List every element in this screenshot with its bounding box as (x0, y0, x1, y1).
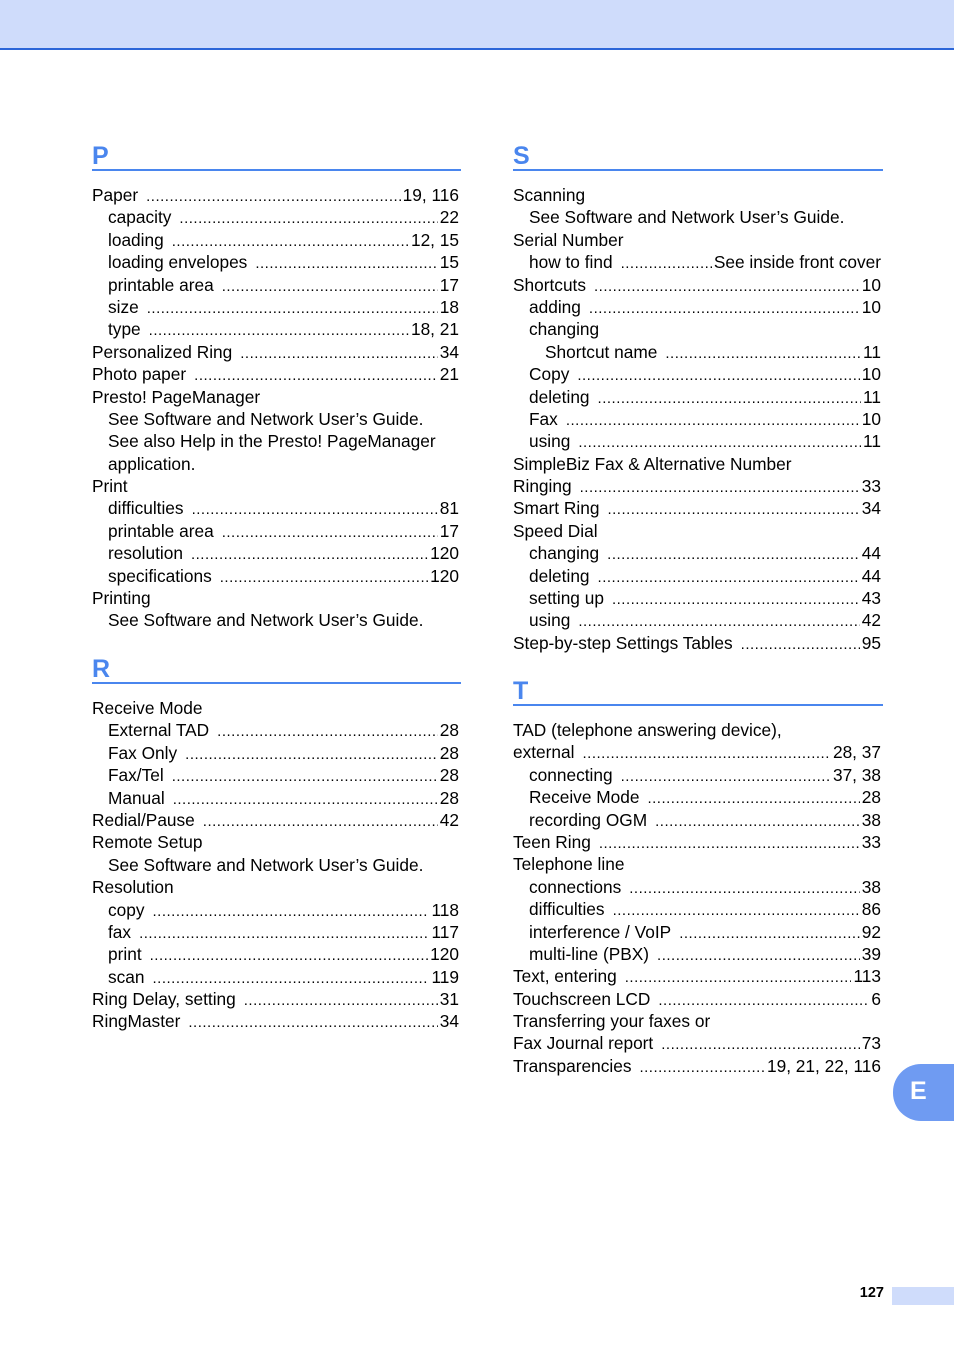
entry-term: Smart Ring (513, 498, 600, 519)
leader-dots (658, 990, 869, 1012)
entry-term: Receive Mode (92, 698, 203, 718)
index-entry (513, 341, 883, 363)
entry-pages: 73 (861, 1033, 881, 1054)
entry-term: Redial/Pause (92, 809, 195, 830)
leader-dots (607, 544, 860, 566)
index-entry (92, 719, 461, 741)
leader-dots (577, 365, 859, 387)
index-entry (513, 296, 883, 318)
leader-dots (240, 343, 438, 365)
entry-pages: 118 (431, 899, 459, 920)
entry-pages: 117 (431, 921, 459, 942)
index-entry (513, 943, 883, 965)
index-entry (92, 742, 461, 764)
entry-term: Serial Number (513, 229, 624, 250)
index-section-t (513, 676, 883, 1077)
entry-term: using (529, 431, 571, 452)
index-entry (513, 475, 883, 497)
entry-pages: 21 (439, 364, 459, 385)
leader-dots (191, 544, 428, 566)
index-entry (92, 966, 461, 988)
index-entry (92, 453, 461, 475)
entry-term: printable area (108, 274, 214, 295)
entry-term: Fax Only (108, 742, 178, 763)
entry-term: Shortcuts (513, 274, 586, 295)
index-entry (513, 764, 883, 786)
entry-term: connections (529, 876, 622, 897)
index-entry (513, 251, 883, 273)
index-entry (92, 542, 461, 564)
entry-term: printable area (108, 520, 214, 541)
index-entry (513, 1032, 883, 1054)
entry-pages: 11 (863, 386, 881, 407)
entry-pages: 33 (861, 476, 881, 497)
index-entry (513, 898, 883, 920)
entry-term: Personalized Ring (92, 341, 233, 362)
index-entry (92, 430, 461, 452)
entry-pages: 28 (439, 742, 459, 763)
entry-term: multi-line (PBX) (529, 943, 650, 964)
leader-dots (172, 231, 409, 253)
entry-pages: 44 (861, 543, 881, 564)
leader-dots (679, 923, 860, 945)
entry-term: fax (108, 921, 132, 942)
leader-dots (589, 298, 860, 320)
leader-dots (598, 567, 860, 589)
entry-term: Copy (529, 364, 570, 385)
entry-pages: 120 (430, 565, 459, 586)
leader-dots (188, 1012, 437, 1034)
entry-pages: 33 (861, 831, 881, 852)
leader-dots (222, 276, 438, 298)
entry-pages: 28 (439, 787, 459, 808)
leader-dots (613, 900, 860, 922)
leader-dots (612, 589, 860, 611)
index-entry (513, 229, 883, 251)
entry-term: Telephone line (513, 854, 625, 875)
index-entry (92, 206, 461, 228)
leader-dots (139, 923, 429, 945)
entry-pages: 28 (439, 720, 459, 741)
entry-term: changing (529, 543, 600, 564)
index-entry (92, 565, 461, 587)
entry-term: resolution (108, 543, 183, 564)
entry-term: recording OGM (529, 809, 648, 830)
leader-dots (629, 878, 860, 900)
index-entry (513, 921, 883, 943)
entry-pages: 37, 38 (832, 764, 881, 785)
leader-dots (150, 945, 429, 967)
entry-term: External TAD (108, 720, 210, 741)
index-entry (513, 741, 883, 763)
index-entry (513, 497, 883, 519)
index-entry (92, 363, 461, 385)
index-entry (513, 1010, 883, 1032)
leader-dots (255, 253, 437, 275)
index-entry (513, 965, 883, 987)
leader-dots (655, 811, 860, 833)
entry-pages: 11 (863, 341, 881, 362)
entry-pages: 86 (861, 899, 881, 920)
entry-pages: 10 (861, 296, 881, 317)
entry-list (92, 184, 461, 632)
leader-dots (621, 766, 831, 788)
entry-pages: 42 (861, 610, 881, 631)
entry-term: Presto! PageManager (92, 386, 261, 407)
leader-dots (657, 945, 860, 967)
entry-term: See Software and Network User’s Guide. (108, 610, 424, 631)
index-entry (513, 565, 883, 587)
section-rule (513, 169, 883, 171)
entry-pages: 17 (439, 520, 459, 541)
entry-term: loading envelopes (108, 252, 248, 273)
header-band (0, 0, 954, 50)
index-entry (92, 831, 461, 853)
entry-term: Touchscreen LCD (513, 988, 651, 1009)
entry-term: Shortcut name (545, 341, 658, 362)
index-entry (92, 229, 461, 251)
entry-pages: 31 (439, 989, 459, 1010)
entry-term: Step-by-step Settings Tables (513, 632, 733, 653)
index-section-r (92, 654, 461, 1033)
entry-term: Text, entering (513, 966, 617, 987)
section-letter: R (92, 655, 111, 683)
entry-term: setting up (529, 588, 604, 609)
leader-dots (578, 432, 861, 454)
index-entry (513, 809, 883, 831)
entry-term: changing (529, 319, 600, 340)
entry-term: See also Help in the Presto! PageManager (108, 431, 436, 452)
entry-pages: 113 (853, 966, 881, 987)
leader-dots (578, 611, 859, 633)
index-entry (92, 587, 461, 609)
index-entry (92, 876, 461, 898)
entry-term: Speed Dial (513, 520, 598, 541)
entry-pages: 10 (861, 408, 881, 429)
entry-term: connecting (529, 764, 613, 785)
leader-dots (741, 634, 860, 656)
entry-pages: 22 (439, 207, 459, 228)
leader-dots (222, 522, 438, 544)
entry-term: type (108, 319, 141, 340)
index-entry (92, 520, 461, 542)
entry-pages: 120 (430, 543, 459, 564)
entry-term: application. (108, 453, 196, 474)
leader-dots (566, 410, 860, 432)
entry-term: deleting (529, 565, 590, 586)
entry-term: RingMaster (92, 1011, 181, 1032)
entry-term: scan (108, 966, 145, 987)
entry-term: Fax Journal report (513, 1033, 654, 1054)
leader-dots (192, 499, 438, 521)
index-entry (513, 184, 883, 206)
leader-dots (153, 901, 430, 923)
index-entry (513, 853, 883, 875)
leader-dots (220, 567, 428, 589)
index-entry (513, 386, 883, 408)
index-entry (92, 609, 461, 631)
index-entry (92, 497, 461, 519)
index-entry (92, 318, 461, 340)
entry-pages: 34 (861, 498, 881, 519)
leader-dots (594, 276, 860, 298)
entry-pages: 10 (861, 364, 881, 385)
leader-dots (194, 365, 438, 387)
leader-dots (153, 968, 430, 990)
leader-dots (179, 208, 437, 230)
index-entry (513, 1055, 883, 1077)
index-entry (92, 809, 461, 831)
entry-pages: 11 (863, 431, 881, 452)
leader-dots (661, 1034, 860, 1056)
section-rule (92, 682, 461, 684)
entry-pages: 17 (439, 274, 459, 295)
section-rule (92, 169, 461, 171)
index-entry (92, 274, 461, 296)
page-number: 127 (859, 1285, 884, 1301)
entry-pages: 19, 21, 22, 116 (766, 1055, 881, 1076)
index-entry (92, 764, 461, 786)
leader-dots (582, 743, 830, 765)
leader-dots (203, 811, 438, 833)
index-entry (92, 697, 461, 719)
index-entry (513, 876, 883, 898)
index-entry (513, 363, 883, 385)
entry-term: Resolution (92, 877, 174, 898)
index-entry (92, 988, 461, 1010)
section-rule (513, 704, 883, 706)
entry-term: Receive Mode (529, 787, 640, 808)
entry-term: Teen Ring (513, 831, 591, 852)
leader-dots (621, 253, 712, 275)
index-entry (513, 453, 883, 475)
index-entry (513, 719, 883, 741)
index-entry (513, 609, 883, 631)
entry-term: Paper (92, 185, 139, 205)
entry-pages: 28, 37 (832, 742, 881, 763)
entry-pages: 38 (861, 876, 881, 897)
entry-pages: 34 (439, 341, 459, 362)
entry-term: See Software and Network User’s Guide. (108, 408, 424, 429)
index-section-p (92, 141, 461, 632)
entry-pages: 95 (861, 632, 881, 653)
leader-dots (639, 1057, 765, 1079)
entry-term: Ring Delay, setting (92, 989, 236, 1010)
leader-dots (599, 833, 860, 855)
index-entry (92, 787, 461, 809)
index-entry (513, 632, 883, 654)
entry-term: size (108, 296, 139, 317)
entry-term: print (108, 944, 142, 965)
index-entry (513, 206, 883, 228)
entry-pages: 43 (861, 588, 881, 609)
index-entry (92, 408, 461, 430)
index-entry (92, 251, 461, 273)
entry-pages: See inside front cover (713, 252, 881, 273)
leader-dots (625, 967, 852, 989)
entry-term: difficulties (529, 899, 605, 920)
index-entry (92, 386, 461, 408)
index-entry (92, 899, 461, 921)
entry-term: Photo paper (92, 364, 187, 385)
index-entry (513, 318, 883, 340)
entry-term: Transparencies (513, 1055, 632, 1076)
chapter-tab-label: E (910, 1077, 927, 1105)
entry-term: interference / VoIP (529, 921, 672, 942)
entry-pages: 6 (871, 988, 881, 1009)
entry-term: Print (92, 476, 128, 497)
entry-term: how to find (529, 252, 613, 273)
entry-term: SimpleBiz Fax & Alternative Number (513, 453, 792, 474)
entry-term: Printing (92, 588, 151, 609)
leader-dots (172, 766, 438, 788)
entry-term: difficulties (108, 498, 184, 519)
index-entry (513, 988, 883, 1010)
entry-pages: 19, 116 (402, 185, 459, 205)
leader-dots (217, 721, 438, 743)
entry-term: capacity (108, 207, 172, 228)
entry-pages: 92 (861, 921, 881, 942)
entry-term: Scanning (513, 185, 586, 205)
entry-term: adding (529, 296, 581, 317)
entry-pages: 120 (430, 944, 459, 965)
entry-term: See Software and Network User’s Guide. (529, 207, 845, 228)
index-section-s (513, 141, 883, 654)
entry-list (513, 719, 883, 1077)
entry-term: Fax/Tel (108, 765, 164, 786)
leader-dots (244, 990, 438, 1012)
entry-list (92, 697, 461, 1033)
index-entry (513, 542, 883, 564)
entry-term: Remote Setup (92, 832, 203, 853)
index-entry (513, 408, 883, 430)
index-entry (513, 831, 883, 853)
leader-dots (173, 789, 438, 811)
entry-pages: 39 (861, 943, 881, 964)
entry-pages: 28 (439, 765, 459, 786)
section-letter: P (92, 142, 109, 170)
entry-term: external (513, 742, 575, 763)
entry-pages: 15 (439, 252, 459, 273)
index-entry (92, 184, 461, 206)
index-entry (513, 520, 883, 542)
entry-pages: 34 (439, 1011, 459, 1032)
entry-term: See Software and Network User’s Guide. (108, 854, 424, 875)
index-entry (92, 296, 461, 318)
index-entry (513, 587, 883, 609)
section-letter: S (513, 142, 530, 170)
entry-term: Manual (108, 787, 165, 808)
leader-dots (149, 320, 409, 342)
leader-dots (146, 186, 401, 208)
entry-pages: 119 (431, 966, 459, 987)
entry-pages: 18, 21 (410, 319, 459, 340)
index-entry (92, 475, 461, 497)
entry-pages: 12, 15 (410, 229, 459, 250)
entry-term: Fax (529, 408, 558, 429)
section-letter: T (513, 677, 529, 705)
entry-pages: 18 (439, 296, 459, 317)
entry-pages: 10 (861, 274, 881, 295)
index-entry (513, 786, 883, 808)
index-entry (92, 341, 461, 363)
leader-dots (607, 499, 859, 521)
entry-term: TAD (telephone answering device), (513, 720, 782, 740)
leader-dots (647, 788, 859, 810)
footer-bar (892, 1287, 954, 1305)
leader-dots (598, 388, 862, 410)
entry-term: specifications (108, 565, 212, 586)
entry-term: using (529, 610, 571, 631)
entry-pages: 28 (861, 787, 881, 808)
index-entry (92, 921, 461, 943)
leader-dots (147, 298, 438, 320)
index-entry (92, 943, 461, 965)
leader-dots (580, 477, 860, 499)
entry-term: Ringing (513, 476, 572, 497)
index-entry (92, 1010, 461, 1032)
entry-term: deleting (529, 386, 590, 407)
entry-pages: 42 (439, 809, 459, 830)
entry-term: Transferring your faxes or (513, 1011, 711, 1032)
entry-pages: 44 (861, 565, 881, 586)
index-entry (513, 430, 883, 452)
chapter-tab[interactable] (893, 1064, 954, 1121)
index-entry (92, 854, 461, 876)
entry-list (513, 184, 883, 654)
entry-term: copy (108, 899, 145, 920)
leader-dots (665, 343, 861, 365)
index-entry (513, 274, 883, 296)
entry-pages: 38 (861, 809, 881, 830)
entry-term: loading (108, 229, 164, 250)
entry-pages: 81 (439, 498, 459, 519)
leader-dots (185, 744, 438, 766)
